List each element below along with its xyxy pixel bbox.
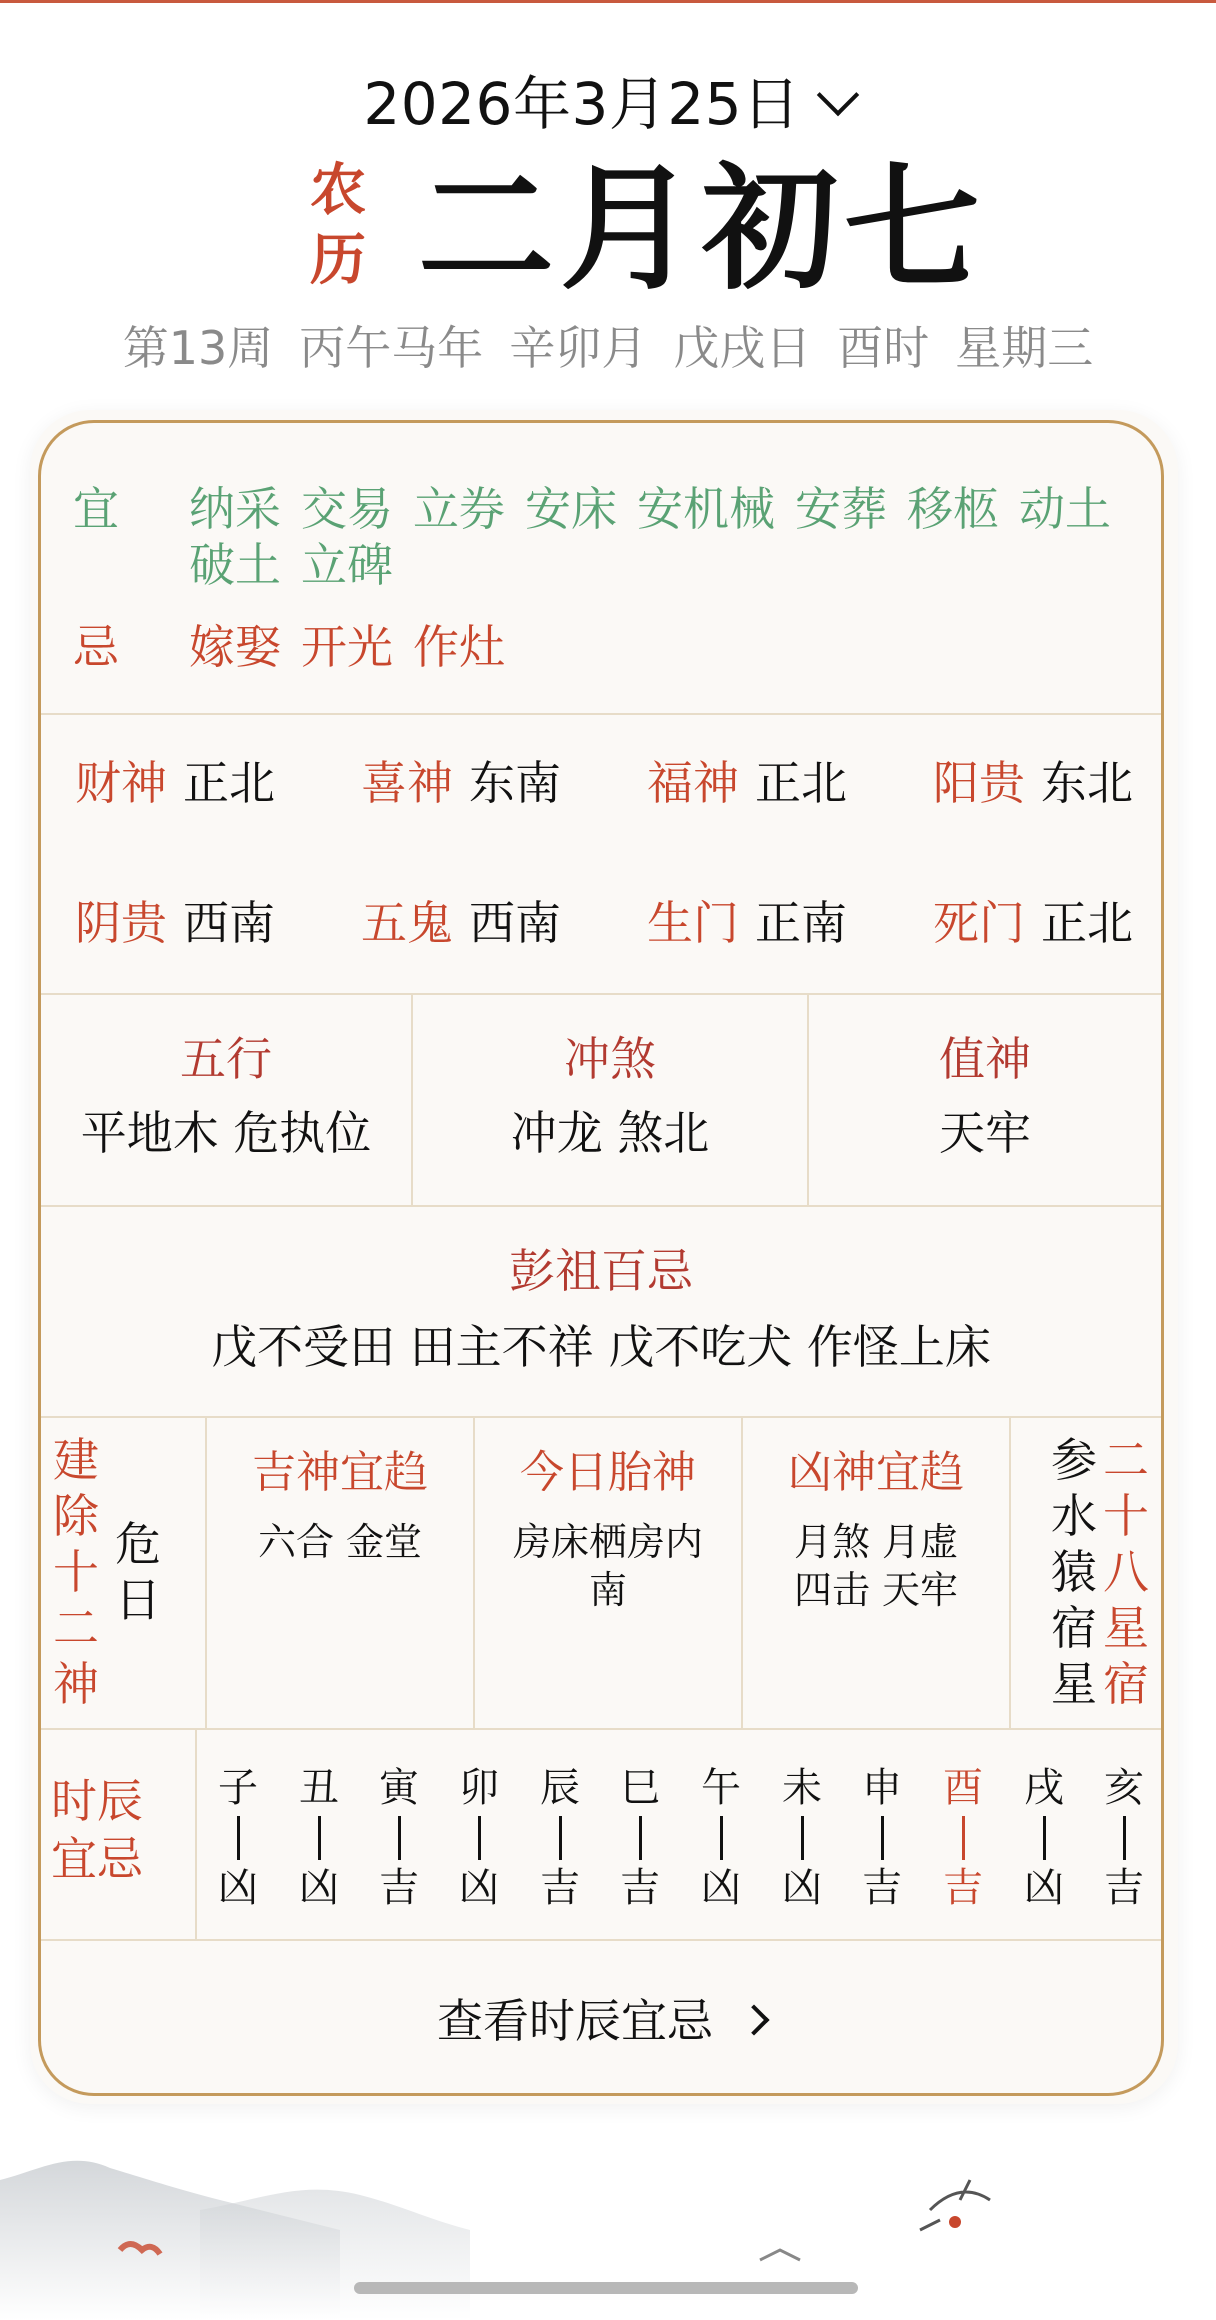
hour-branch: 寅 [379, 1765, 419, 1811]
hour-luck: 吉 [620, 1865, 660, 1911]
hours-title-line: 时辰 [51, 1774, 143, 1828]
hour-branch: 未 [782, 1765, 822, 1811]
divider [1009, 1416, 1011, 1728]
chongsha-value: 冲龙 煞北 [510, 1106, 710, 1160]
yi-items [189, 481, 1164, 593]
value-char: 危 [115, 1517, 161, 1571]
month-ganzhi: 辛卯月 [509, 321, 648, 375]
title-char: 八 [1103, 1545, 1149, 1599]
lunar-tag [308, 156, 368, 296]
hour-branch: 辰 [540, 1765, 580, 1811]
value-char: 日 [115, 1573, 161, 1627]
pengzu-value: 戊不受田 田主不祥 戊不吃犬 作怪上床 [211, 1320, 991, 1374]
weekday: 星期三 [955, 321, 1094, 375]
title-char: 十 [53, 1545, 99, 1599]
title-char: 二 [53, 1601, 99, 1655]
ji-item: 作灶 [413, 620, 505, 674]
god-direction [75, 893, 275, 953]
top-accent-line [0, 0, 1216, 3]
god-name: 福神 [647, 756, 739, 810]
god-dir: 西南 [183, 896, 275, 950]
god-name: 财神 [75, 756, 167, 810]
hour-item-hai [1099, 1762, 1149, 1914]
hour-branch: 戌 [1024, 1765, 1064, 1811]
view-hours-label[interactable]: 查看时辰宜忌 [437, 1994, 713, 2048]
god-direction [933, 753, 1133, 813]
wuxing-section [41, 993, 1161, 1207]
jishen-value: 六合 金堂 [257, 1520, 423, 1564]
hour-luck: 吉 [862, 1865, 902, 1911]
twelve-gods-title [51, 1432, 101, 1712]
pengzu-title: 彭祖百忌 [509, 1244, 693, 1298]
yiji-section [41, 423, 1161, 715]
god-direction [647, 893, 847, 953]
hour-item-chen [535, 1762, 585, 1914]
yi-item: 移柩 [907, 482, 999, 536]
god-direction [75, 753, 275, 813]
yi-item: 动土 [1019, 482, 1111, 536]
hour-item-wu [696, 1762, 746, 1914]
title-char: 除 [53, 1489, 99, 1543]
yi-item: 安葬 [795, 482, 887, 536]
hour-branch: 子 [218, 1765, 258, 1811]
jishen-cell [207, 1444, 473, 1566]
twelve-gods-value [113, 1516, 163, 1628]
lunar-date: 二月初七 [418, 151, 986, 309]
hour-luck: 吉 [943, 1865, 983, 1911]
taishen-value: 房床栖房内南 [512, 1520, 703, 1612]
solar-date[interactable]: 2026年3月25日 [363, 70, 801, 138]
title-char: 宿 [1103, 1657, 1149, 1711]
ink-landscape-decoration [0, 2150, 1216, 2320]
wuxing-title: 五行 [180, 1032, 272, 1086]
hour-ganzhi: 酉时 [837, 321, 930, 375]
ji-label: 忌 [73, 620, 119, 674]
zhishen-value: 天牢 [939, 1106, 1031, 1160]
hour-item-wei [777, 1762, 827, 1914]
year-ganzhi: 丙午马年 [299, 321, 484, 375]
chevron-down-icon[interactable] [816, 74, 858, 116]
value-char: 水 [1051, 1489, 1097, 1543]
view-hours-button[interactable] [41, 1991, 1161, 2051]
god-direction [361, 753, 561, 813]
ji-items [189, 619, 1164, 675]
yi-item: 交易 [301, 482, 393, 536]
hour-luck: 凶 [701, 1865, 741, 1911]
xiongshen-value-1: 月煞 月虚 [793, 1520, 959, 1564]
chongsha-title: 冲煞 [564, 1032, 656, 1086]
yi-item: 纳采 [189, 482, 281, 536]
wuxing-cell [41, 1029, 411, 1163]
hour-item-si [615, 1762, 665, 1914]
value-char: 宿 [1051, 1601, 1097, 1655]
taishen-title: 今日胎神 [520, 1447, 696, 1498]
hour-branch: 卯 [459, 1765, 499, 1811]
god-dir: 正北 [183, 756, 275, 810]
home-indicator[interactable] [354, 2282, 858, 2294]
god-name: 阳贵 [933, 756, 1025, 810]
god-dir: 东南 [469, 756, 561, 810]
hour-item-you-current [938, 1762, 988, 1914]
title-char: 神 [53, 1657, 99, 1711]
lunar-tag-char: 历 [310, 228, 366, 293]
ink-landscape-image [0, 2150, 1216, 2320]
god-name: 喜神 [361, 756, 453, 810]
hour-luck: 吉 [379, 1865, 419, 1911]
hour-item-mao [454, 1762, 504, 1914]
xiongshen-value-2: 四击 天牢 [793, 1568, 959, 1612]
hours-title-line: 宜忌 [51, 1832, 143, 1886]
value-char: 星 [1051, 1657, 1097, 1711]
god-dir: 正南 [755, 896, 847, 950]
hour-luck: 凶 [218, 1865, 258, 1911]
god-direction [933, 893, 1133, 953]
hour-branch: 申 [862, 1765, 902, 1811]
almanac-card [38, 420, 1164, 2096]
hour-branch: 丑 [299, 1765, 339, 1811]
god-name: 生门 [647, 896, 739, 950]
hour-item-chou [294, 1762, 344, 1914]
ji-item: 开光 [301, 620, 393, 674]
zhishen-cell [809, 1029, 1161, 1163]
title-char: 星 [1103, 1601, 1149, 1655]
hour-luck: 凶 [459, 1865, 499, 1911]
hour-branch: 酉 [943, 1765, 983, 1811]
yi-item: 破土 [189, 538, 281, 592]
god-dir: 西南 [469, 896, 561, 950]
date-picker[interactable] [0, 64, 1216, 144]
title-char: 十 [1103, 1489, 1149, 1543]
hour-luck: 凶 [1024, 1865, 1064, 1911]
yi-label: 宜 [73, 482, 119, 536]
xingxiu-value [1049, 1432, 1099, 1712]
yi-item: 安机械 [637, 482, 775, 536]
wuxing-value: 平地木 危执位 [80, 1106, 372, 1160]
hour-luck: 吉 [1104, 1865, 1144, 1911]
day-ganzhi: 戊戌日 [673, 321, 812, 375]
hour-branch: 亥 [1104, 1765, 1144, 1811]
xiongshen-title: 凶神宜趋 [788, 1447, 964, 1498]
hour-item-shen [857, 1762, 907, 1914]
hour-luck: 吉 [540, 1865, 580, 1911]
hour-item-xu [1019, 1762, 1069, 1914]
hour-luck: 凶 [782, 1865, 822, 1911]
god-name: 五鬼 [361, 896, 453, 950]
taishen-cell [475, 1444, 741, 1614]
hour-item-yin [374, 1762, 424, 1914]
hour-branch: 午 [701, 1765, 741, 1811]
god-name: 阴贵 [75, 896, 167, 950]
jishen-title: 吉神宜趋 [252, 1447, 428, 1498]
week-number: 第13周 [122, 321, 274, 375]
hour-branch: 巳 [620, 1765, 660, 1811]
ganzhi-info [0, 316, 1216, 380]
xingxiu-title [1101, 1432, 1151, 1712]
value-char: 参 [1051, 1433, 1097, 1487]
god-dir: 正北 [755, 756, 847, 810]
chongsha-cell [413, 1029, 807, 1163]
gods-directions-section [41, 713, 1161, 995]
xiongshen-cell [743, 1444, 1009, 1614]
pengzu-section [41, 1205, 1161, 1418]
god-direction [361, 893, 561, 953]
god-dir: 东北 [1041, 756, 1133, 810]
divider [195, 1728, 197, 1939]
lunar-header [0, 150, 1216, 310]
chevron-right-icon[interactable] [738, 2004, 769, 2035]
yi-item: 安床 [525, 482, 617, 536]
god-dir: 正北 [1041, 896, 1133, 950]
ji-item: 嫁娶 [189, 620, 281, 674]
hour-item-zi [213, 1762, 263, 1914]
lunar-tag-char: 农 [310, 158, 366, 223]
hours-section [41, 1728, 1161, 1941]
god-direction [647, 753, 847, 813]
title-char: 建 [53, 1433, 99, 1487]
hour-luck: 凶 [299, 1865, 339, 1911]
shensha-section [41, 1416, 1161, 1730]
value-char: 猿 [1051, 1545, 1097, 1599]
zhishen-title: 值神 [939, 1032, 1031, 1086]
yi-item: 立券 [413, 482, 505, 536]
title-char: 二 [1103, 1433, 1149, 1487]
god-name: 死门 [933, 896, 1025, 950]
yi-item: 立碑 [301, 538, 393, 592]
hours-title [51, 1772, 143, 1888]
